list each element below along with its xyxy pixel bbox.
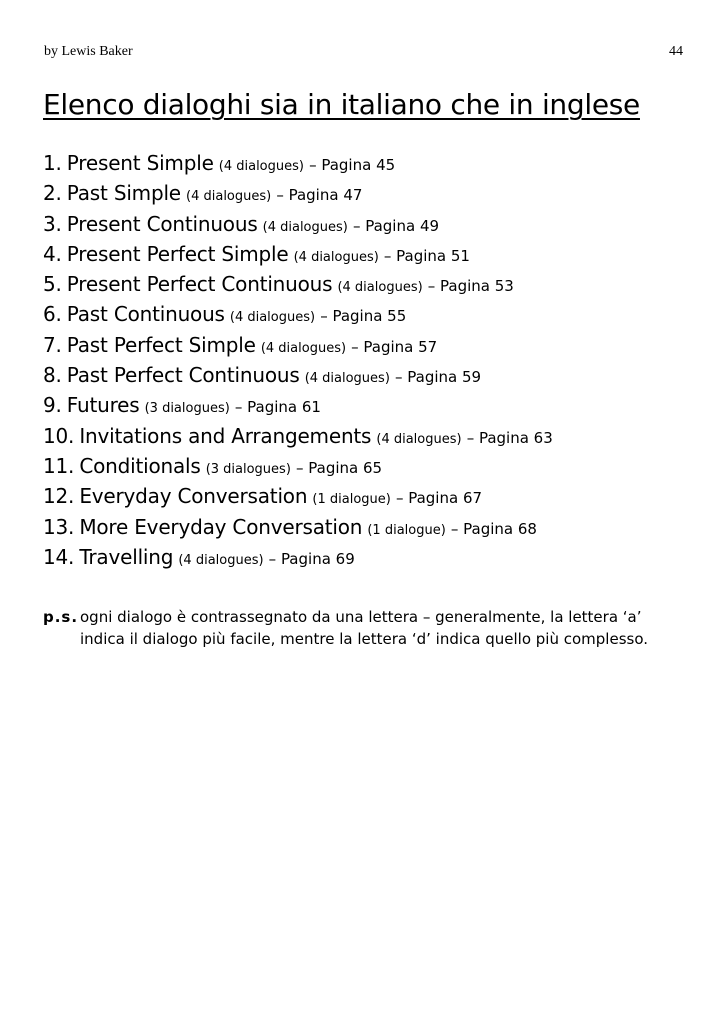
page-header [44, 44, 683, 62]
item-title: Conditionals [79, 453, 201, 478]
item-number: 1. [43, 151, 62, 175]
item-number: 7. [43, 332, 62, 357]
item-number: 4. [43, 241, 62, 266]
page-title: Elenco dialoghi sia in italiano che in inglese [43, 88, 640, 121]
item-page-ref: – Pagina 45 [309, 156, 396, 174]
list-item [43, 209, 553, 239]
list-item [43, 481, 553, 511]
item-page-ref: – Pagina 67 [395, 489, 483, 508]
item-page-ref: – Pagina 49 [352, 216, 440, 235]
item-page-ref: – Pagina 47 [276, 186, 363, 205]
list-item [43, 512, 553, 542]
list-item [43, 360, 553, 390]
item-dialogue-count: (4 dialogues) [304, 371, 390, 387]
item-title: Present Perfect Continuous [66, 272, 333, 297]
item-title: Past Simple [66, 181, 181, 206]
item-number: 14. [43, 544, 75, 569]
list-item [43, 421, 553, 451]
item-dialogue-count: (4 dialogues) [293, 249, 379, 265]
item-number: 3. [43, 211, 62, 236]
item-number: 13. [43, 514, 75, 539]
item-title: Invitations and Arrangements [79, 423, 372, 448]
item-title: Present Simple [66, 151, 214, 175]
list-item [43, 451, 553, 481]
item-page-ref: – Pagina 65 [296, 458, 383, 477]
item-title: Everyday Conversation [79, 484, 308, 509]
item-title: Past Perfect Simple [66, 332, 256, 357]
item-number: 10. [43, 423, 75, 448]
item-dialogue-count: (3 dialogues) [144, 401, 230, 417]
item-page-ref: – Pagina 57 [351, 337, 438, 356]
list-item [43, 239, 553, 269]
item-dialogue-count: (4 dialogues) [186, 189, 272, 205]
item-page-ref: – Pagina 61 [234, 398, 321, 417]
item-dialogue-count: (4 dialogues) [260, 340, 347, 356]
item-number: 2. [43, 181, 62, 206]
item-dialogue-count: (4 dialogues) [178, 552, 264, 568]
list-item [43, 178, 553, 208]
item-page-ref: – Pagina 68 [450, 519, 537, 538]
postscript-text-line: ogni dialogo è contrassegnato da una lettera – generalmente, la lettera ‘a’ [80, 608, 642, 626]
list-item [43, 330, 553, 360]
postscript-text-line: indica il dialogo più facile, mentre la lettera ‘d’ indica quello più complesso. [80, 630, 649, 648]
list-item [43, 299, 553, 329]
item-dialogue-count: (4 dialogues) [376, 431, 462, 447]
item-number: 9. [43, 393, 62, 418]
item-page-ref: – Pagina 63 [466, 428, 553, 447]
item-page-ref: – Pagina 55 [320, 307, 407, 326]
item-page-ref: – Pagina 69 [268, 549, 355, 568]
item-title: Past Perfect Continuous [66, 363, 300, 388]
item-title: Futures [66, 393, 140, 418]
item-dialogue-count: (1 dialogue) [312, 492, 391, 508]
item-page-ref: – Pagina 59 [395, 368, 482, 387]
item-dialogue-count: (4 dialogues) [218, 159, 304, 174]
list-item [43, 390, 553, 420]
item-title: Present Continuous [66, 211, 258, 236]
item-dialogue-count: (4 dialogues) [262, 219, 348, 235]
item-number: 8. [43, 363, 62, 388]
item-page-ref: – Pagina 51 [383, 246, 470, 265]
item-title: Past Continuous [66, 302, 225, 327]
list-item [43, 148, 553, 178]
item-title: More Everyday Conversation [79, 514, 363, 539]
list-item [43, 542, 553, 572]
page-number: 44 [669, 44, 683, 59]
item-dialogue-count: (4 dialogues) [229, 310, 316, 326]
item-title: Travelling [79, 544, 174, 569]
author-credit: by Lewis Baker [44, 44, 133, 59]
item-number: 6. [43, 302, 62, 327]
item-number: 12. [43, 484, 75, 509]
list-item [43, 269, 553, 299]
item-page-ref: – Pagina 53 [427, 277, 514, 296]
item-dialogue-count: (1 dialogue) [367, 522, 446, 538]
item-number: 11. [43, 453, 75, 478]
item-dialogue-count: (3 dialogues) [205, 461, 291, 477]
postscript-label: p.s. [43, 608, 79, 626]
dialogue-list [43, 148, 553, 572]
item-dialogue-count: (4 dialogues) [337, 280, 423, 296]
item-number: 5. [43, 272, 62, 297]
item-title: Present Perfect Simple [66, 241, 289, 266]
